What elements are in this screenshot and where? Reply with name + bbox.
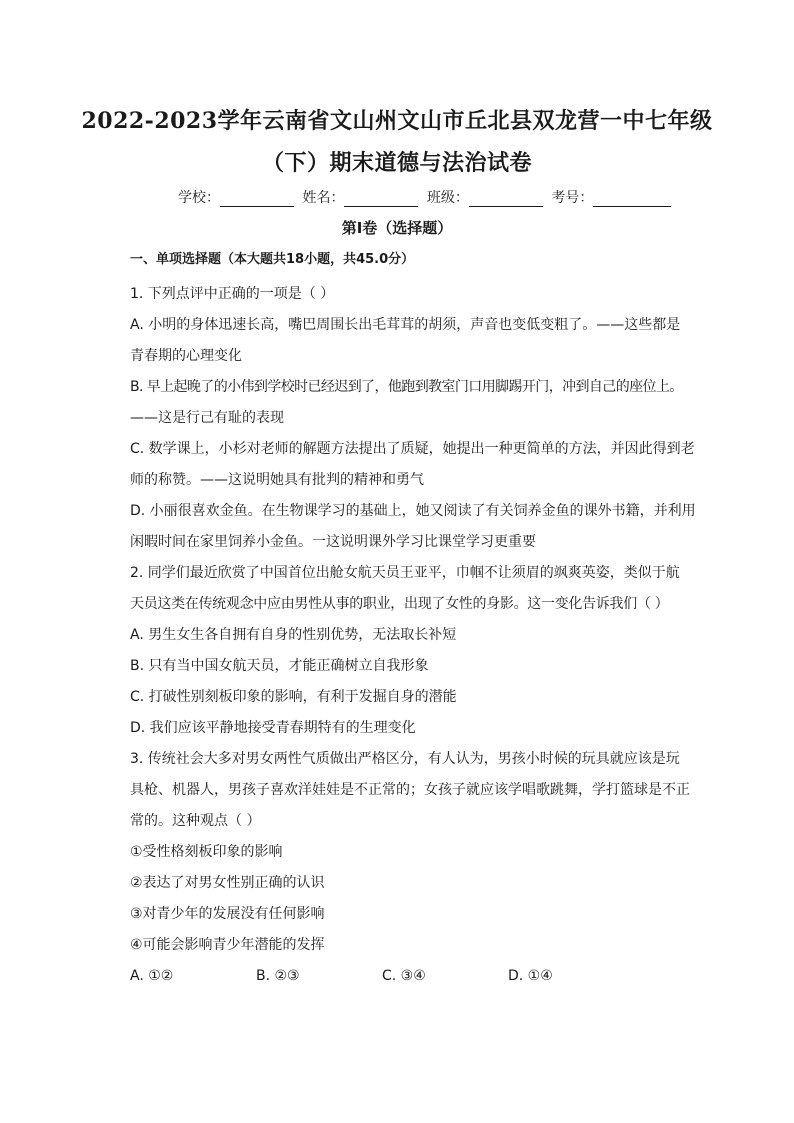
option-text-line: D. 小丽很喜欢金鱼。在生物课学习的基础上，她又阅读了有关饲养金鱼的课外书籍，并利用: [130, 503, 696, 519]
question-2-option-a[interactable]: A. 男生女生各自拥有自身的性别优势，无法取长补短: [130, 627, 457, 643]
question-3-stem-line: 具枪、机器人，男孩子喜欢洋娃娃是不正常的；女孩子就应该学唱歌跳舞，学打篮球是不正: [130, 782, 690, 798]
question-3-statement-2: ②表达了对男女性别正确的认识: [130, 875, 325, 891]
question-2-option-c[interactable]: C. 打破性别刻板印象的影响，有利于发掘自身的潜能: [130, 689, 457, 705]
option-text-line: B. 早上起晚了的小伟到学校时已经迟到了，他跑到教室门口用脚踢开门，冲到自己的座位上。: [130, 379, 683, 395]
question-3-statement-4: ④可能会影响青少年潜能的发挥: [130, 937, 325, 953]
school-field[interactable]: [178, 187, 294, 207]
question-3-stem-line: 常的。这种观点（ ）: [130, 813, 261, 829]
question-2-stem-line: 2. 同学们最近欣赏了中国首位出舱女航天员王亚平，巾帼不让须眉的飒爽英姿，类似于航: [130, 565, 680, 581]
option-text-line: 青春期的心理变化: [130, 348, 242, 364]
exam-number-label: 考号：: [551, 190, 594, 206]
class-field[interactable]: [427, 187, 543, 207]
question-3-stem-line: 3. 传统社会大多对男女两性气质做出严格区分，有人认为，男孩小时候的玩具就应该是玩: [130, 751, 680, 767]
question-3-choice-d[interactable]: D. ①④: [508, 968, 553, 984]
name-blank[interactable]: [344, 192, 418, 207]
option-text-line: A. 小明的身体迅速长高，嘴巴周围长出毛茸茸的胡须，声音也变低变粗了。——这些都是: [130, 317, 681, 333]
school-label: 学校：: [178, 190, 220, 206]
question-3-choice-b[interactable]: B. ②③: [256, 968, 300, 984]
exam-number-blank[interactable]: [593, 192, 671, 207]
class-blank[interactable]: [469, 192, 543, 207]
question-3-choice-c[interactable]: C. ③④: [382, 968, 426, 984]
question-3-statement-1: ①受性格刻板印象的影响: [130, 844, 283, 860]
question-1-option-d[interactable]: [130, 496, 695, 558]
section-title: 第Ⅰ卷（选择题）: [341, 219, 453, 237]
option-text-line: C. 数学课上，小杉对老师的解题方法提出了质疑，她提出一种更简单的方法，并因此得到老: [130, 441, 695, 457]
question-3: [130, 744, 695, 992]
name-label: 姓名：: [302, 190, 345, 206]
exam-title-line-1: 2022-2023学年云南省文山州文山市丘北县双龙营一中七年级: [81, 108, 713, 134]
part-heading: 一、单项选择题（本大题共18小题，共45.0分）: [130, 252, 415, 267]
option-text-line: ——这是行己有耻的表现: [130, 410, 284, 426]
name-field[interactable]: [302, 187, 418, 207]
questions-body: [130, 279, 695, 992]
question-1-stem: 1. 下列点评中正确的一项是（ ）: [130, 286, 335, 302]
question-3-choices: [130, 961, 695, 992]
question-1-option-a[interactable]: [130, 310, 695, 372]
question-1: [130, 279, 695, 558]
question-2-option-b[interactable]: B. 只有当中国女航天员，才能正确树立自我形象: [130, 658, 429, 674]
question-3-choice-a[interactable]: A. ①②: [130, 968, 174, 984]
student-info-row: [178, 187, 675, 207]
question-1-option-c[interactable]: [130, 434, 695, 496]
option-text-line: 师的称赞。——这说明她具有批判的精神和勇气: [130, 472, 424, 488]
question-2-stem-line: 天员这类在传统观念中应由男性从事的职业，出现了女性的身影。这一变化告诉我们（ ）: [130, 596, 669, 612]
question-2-option-d[interactable]: D. 我们应该平静地接受青春期特有的生理变化: [130, 720, 416, 736]
question-2: [130, 558, 695, 744]
option-text-line: 闲暇时间在家里饲养小金鱼。一这说明课外学习比课堂学习更重要: [130, 534, 536, 550]
class-label: 班级：: [426, 190, 469, 206]
exam-number-field[interactable]: [551, 187, 671, 207]
school-blank[interactable]: [220, 192, 294, 207]
question-3-statement-3: ③对青少年的发展没有任何影响: [130, 906, 325, 922]
exam-title-line-2: （下）期末道德与法治试卷: [261, 150, 532, 176]
question-1-option-b[interactable]: [130, 372, 695, 434]
